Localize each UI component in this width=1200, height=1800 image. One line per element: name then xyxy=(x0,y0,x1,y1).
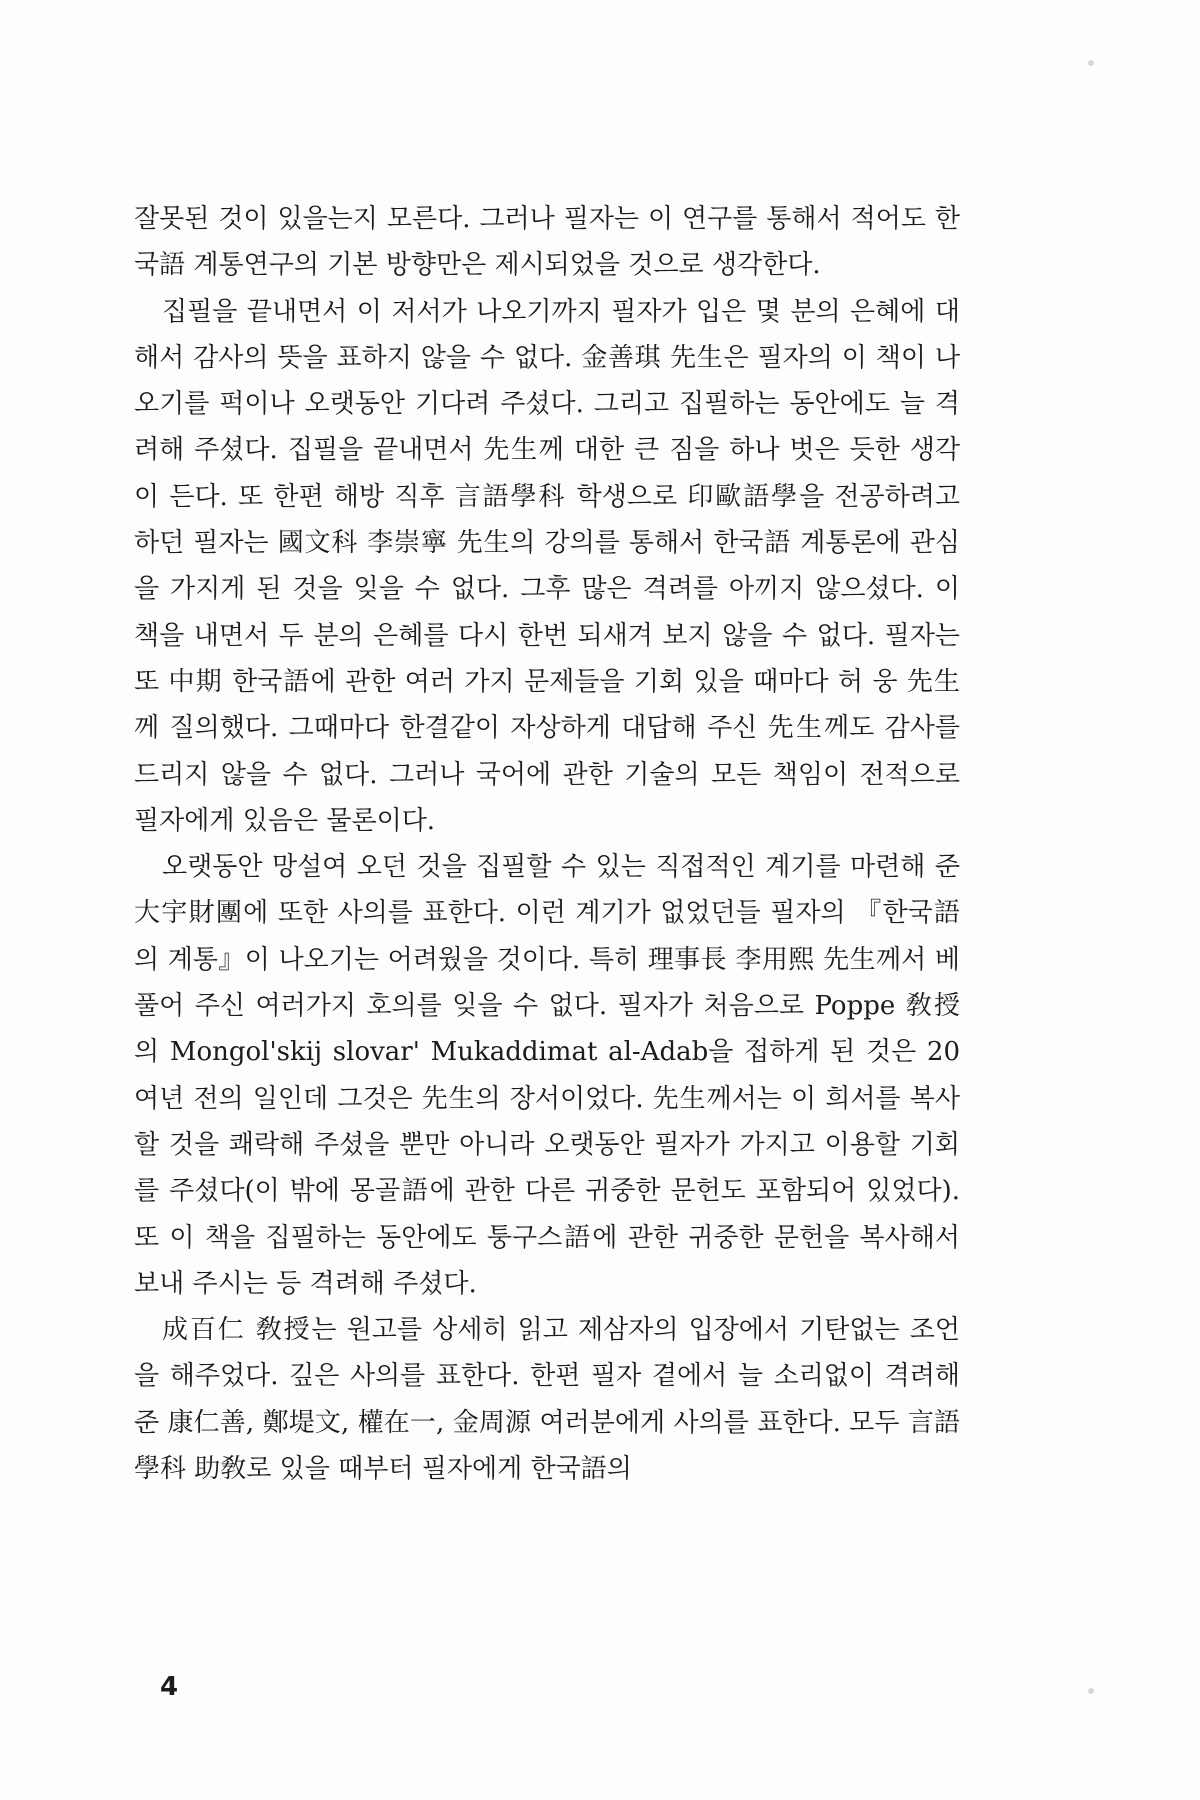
body-text xyxy=(134,196,960,1492)
scan-speck xyxy=(1088,60,1094,66)
paragraph-1: 잘못된 것이 있을는지 모른다. 그러나 필자는 이 연구를 통해서 적어도 한국語 계통연구의 기본 방향만은 제시되었을 것으로 생각한다. xyxy=(134,204,960,281)
page-number: 4 xyxy=(160,1672,179,1702)
paragraph-4: 成百仁 敎授는 원고를 상세히 읽고 제삼자의 입장에서 기탄없는 조언을 해주었다. 깊은 사의를 표한다. 한편 필자 곁에서 늘 소리없이 격려해 준 康仁善, 鄭堤文, 權在一, 金周源 여러분에게 사의를 표한다. 모두 言語學科 助敎로 있을 때부터 필자에게 한국語의 xyxy=(134,1315,960,1485)
paragraph-2: 집필을 끝내면서 이 저서가 나오기까지 필자가 입은 몇 분의 은혜에 대해서 감사의 뜻을 표하지 않을 수 없다. 金善琪 先生은 필자의 이 책이 나오기를 퍽이나 오랫동안 기다려 주셨다. 그리고 집필하는 동안에도 늘 격려해 주셨다. 집필을 끝내면서 先生께 대한 큰 짐을 하나 벗은 듯한 생각이 든다. 또 한편 해방 직후 言語學科 학생으로 印歐語學을 전공하려고 하던 필자는 國文科 李崇寧 先生의 강의를 통해서 한국語 계통론에 관심을 가지게 된 것을 잊을 수 없다. 그후 많은 격려를 아끼지 않으셨다. 이 책을 내면서 두 분의 은혜를 다시 한번 되새겨 보지 않을 수 없다. 필자는 또 中期 한국語에 관한 여러 가지 문제들을 기회 있을 때마다 허 웅 先生께 질의했다. 그때마다 한결같이 자상하게 대답해 주신 先生께도 감사를 드리지 않을 수 없다. 그러나 국어에 관한 기술의 모든 책임이 전적으로 필자에게 있음은 물론이다. xyxy=(134,296,960,836)
scan-speck xyxy=(1088,1688,1094,1694)
paragraph-3: 오랫동안 망설여 오던 것을 집필할 수 있는 직접적인 계기를 마련해 준 大宇財團에 또한 사의를 표한다. 이런 계기가 없었던들 필자의 『한국語의 계통』이 나오기는 어려웠을 것이다. 특히 理事長 李用熙 先生께서 베풀어 주신 여러가지 호의를 잊을 수 없다. 필자가 처음으로 Poppe 敎授의 Mongol'skij slovar' Mukaddimat al-Adab을 접하게 된 것은 20여년 전의 일인데 그것은 先生의 장서이었다. 先生께서는 이 희서를 복사할 것을 쾌락해 주셨을 뿐만 아니라 오랫동안 필자가 가지고 이용할 기회를 주셨다(이 밖에 몽골語에 관한 다른 귀중한 문헌도 포함되어 있었다). 또 이 책을 집필하는 동안에도 퉁구스語에 관한 귀중한 문헌을 복사해서 보내 주시는 등 격려해 주셨다. xyxy=(134,852,960,1299)
